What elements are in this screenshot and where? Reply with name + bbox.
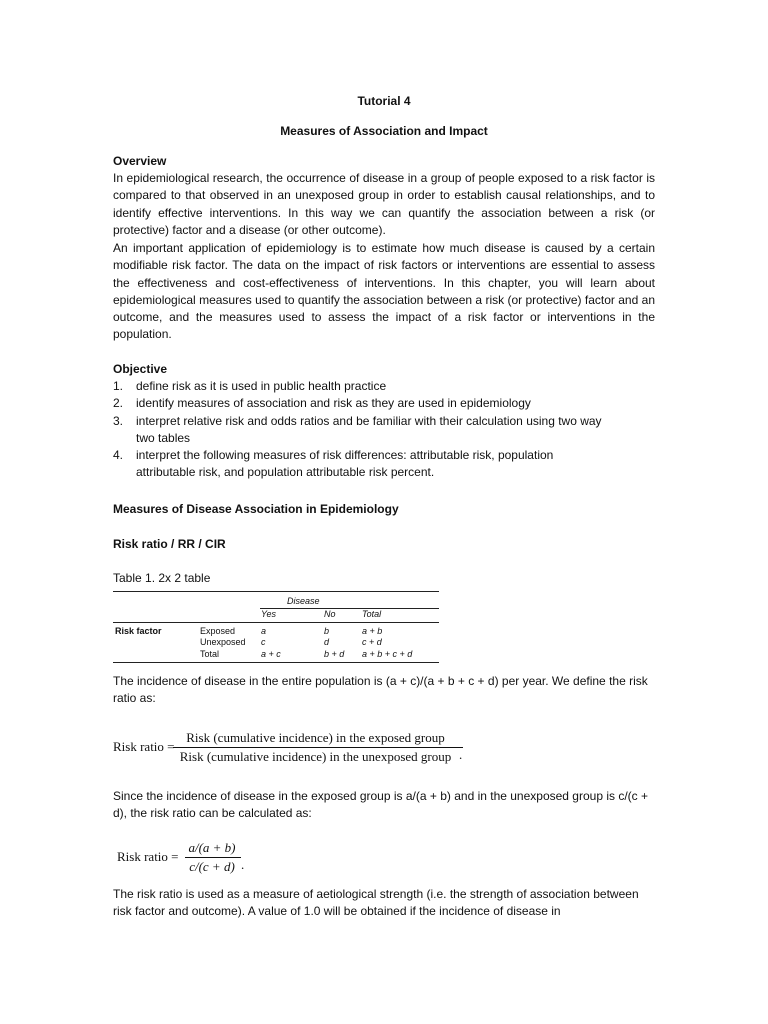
cell-value: c	[261, 637, 266, 647]
row-label: Exposed	[200, 626, 236, 636]
formula-period: .	[241, 857, 245, 872]
total-header: Total	[362, 609, 382, 619]
formula-denominator: Risk (cumulative incidence) in the unexposed group	[179, 749, 452, 764]
page-title: Measures of Association and Impact	[280, 124, 488, 138]
no-header: No	[324, 609, 336, 619]
objective-heading: Objective	[113, 362, 168, 376]
overview-heading: Overview	[113, 154, 167, 168]
objective-list	[113, 378, 655, 482]
objective-number: 2.	[113, 396, 124, 411]
incidence-paragraph: The incidence of disease in the entire population is (a + c)/(a + b + c + d) per year. We define the risk ratio as:	[113, 674, 648, 706]
row-label: Unexposed	[200, 637, 246, 647]
cell-value: a + c	[261, 649, 281, 659]
cell-value: d	[324, 637, 330, 647]
formula-label: Risk ratio =	[117, 849, 179, 864]
formula-numerator: a/(a + b)	[188, 840, 236, 855]
fraction-bar	[185, 857, 241, 858]
objective-text: interpret the following measures of risk differences: attributable risk, population attributable risk, and population attributable risk percent.	[136, 448, 554, 480]
overview-paragraph-2: An important application of epidemiology is to estimate how much disease is caused by a certain modifiable risk factor. The data on the impact of risk factors or interventions are essential to assess the effectiveness and cost-effectiveness of interventions. In this chapter, you will learn about epidemiological measures used to quantify the association between a risk (or protective) factor and an outcome, and the measures used to assess the impact of a risk factor or interventions in the population.	[113, 241, 655, 342]
yes-header: Yes	[261, 609, 277, 619]
objective-text: define risk as it is used in public health practice	[136, 379, 387, 393]
objective-item	[113, 395, 655, 412]
risk-ratio-formula-2	[117, 838, 257, 878]
cell-value: a + b	[362, 626, 383, 636]
risk-ratio-formula-1	[113, 728, 473, 768]
row-label: Total	[200, 649, 220, 659]
section-heading: Measures of Disease Association in Epidemiology	[113, 502, 399, 516]
objective-number: 4.	[113, 448, 124, 463]
objective-number: 3.	[113, 413, 124, 428]
table-bottom-rule	[113, 662, 439, 663]
overview-paragraph-1: In epidemiological research, the occurrence of disease in a group of people exposed to a risk factor is compared to that observed in an unexposed group in order to establish causal relationships, and to identify effective interventions. In this way we can quantify the association between a risk (or protective) factor and a disease (or other outcome).	[113, 171, 655, 237]
formula-label: Risk ratio =	[113, 739, 175, 754]
tutorial-label: Tutorial 4	[357, 94, 411, 108]
risk-ratio-subheading: Risk ratio / RR / CIR	[113, 537, 226, 551]
cell-value: a + b + c + d	[362, 649, 413, 659]
table-top-rule	[113, 591, 439, 592]
formula-numerator: Risk (cumulative incidence) in the exposed group	[186, 730, 445, 745]
since-paragraph: Since the incidence of disease in the exposed group is a/(a + b) and in the unexposed group is c/(c + d), the risk ratio can be calculated as:	[113, 789, 649, 821]
table-caption: Table 1. 2x 2 table	[113, 571, 211, 585]
fraction-bar	[173, 747, 463, 748]
disease-header: Disease	[287, 596, 320, 606]
cell-value: a	[261, 626, 267, 636]
objective-item	[113, 413, 655, 448]
table-header-rule	[113, 622, 439, 623]
formula-period: .	[459, 747, 463, 762]
objective-text: interpret relative risk and odds ratios and be familiar with their calculation using two way two tables	[136, 413, 602, 445]
cell-value: c + d	[362, 637, 382, 647]
risk-factor-label: Risk factor	[115, 626, 162, 636]
objective-number: 1.	[113, 379, 124, 393]
disease-underline	[260, 608, 439, 609]
cell-value: b + d	[324, 649, 345, 659]
objective-item	[113, 378, 655, 395]
formula-denominator: c/(c + d)	[189, 859, 235, 874]
two-by-two-table	[113, 591, 439, 665]
final-paragraph: The risk ratio is used as a measure of aetiological strength (i.e. the strength of association between risk factor and outcome). A value of 1.0 will be obtained if the incidence of disease in	[113, 887, 639, 919]
objective-item	[113, 447, 655, 482]
cell-value: b	[324, 626, 330, 636]
objective-text: identify measures of association and risk as they are used in epidemiology	[136, 396, 531, 411]
